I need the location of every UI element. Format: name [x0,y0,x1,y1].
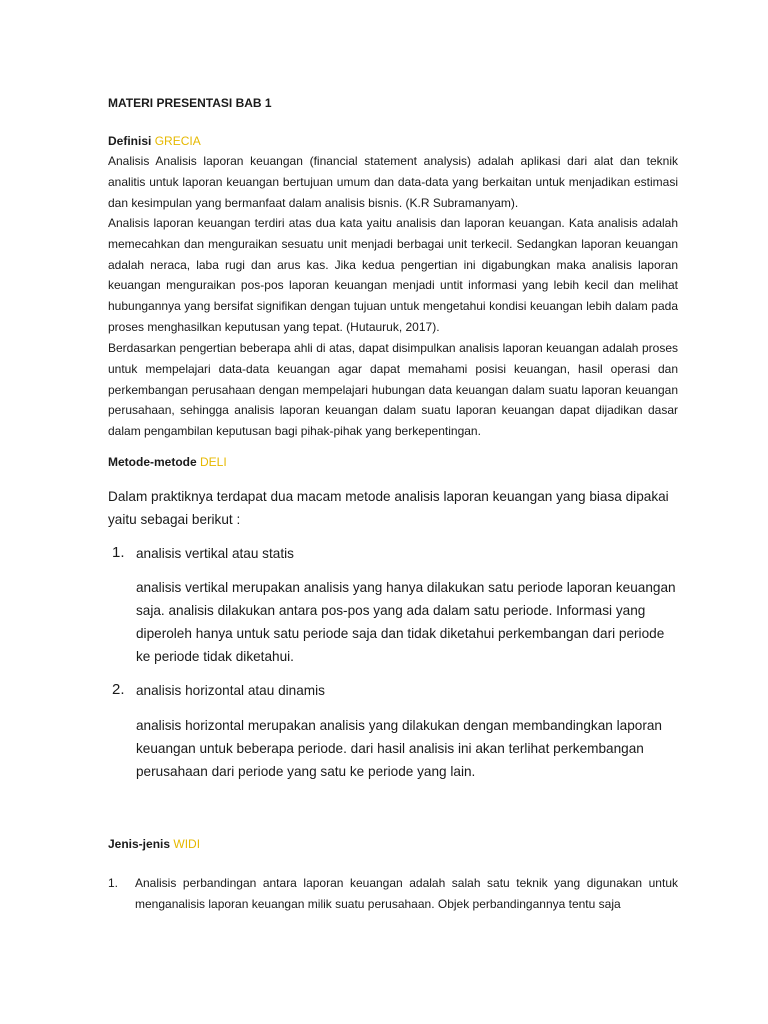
section-heading-definisi [108,131,678,152]
heading-text: Definisi [108,134,152,148]
heading-text: Jenis-jenis [108,837,171,851]
presenter-name: GRECIA [154,134,201,148]
list-item-body: analisis horizontal merupakan analisis yang dilakukan dengan membandingkan laporan keuangan untuk beberapa periode. dari hasil analisis ini akan terlihat perkembangan perusahaan dari periode yang satu ke periode yang lain. [136,718,662,779]
list-item-title: analisis horizontal atau dinamis [136,683,325,698]
list-number: 1. [112,544,125,561]
section-heading-jenis [108,834,678,855]
definisi-paragraph-2: Analisis laporan keuangan terdiri atas dua kata yaitu analisis dan laporan keuangan. Kata analisis adalah memecahkan dan menguraikan sesuatu unit menjadi berbagai unit terkecil. Sedangkan laporan keuangan adalah neraca, laba rugi dan arus kas. Jika kedua pengertian ini digabungkan maka analisis laporan keuangan menguraikan pos-pos laporan keuangan menjadi untit informasi yang lebih kecil dan melihat hubungannya yang bersifat signifikan dengan tujuan untuk mengetahui kondisi keuangan lebih dalam pada proses menghasilkan keputusan yang tepat. (Hutauruk, 2017). [108,216,678,334]
presenter-name: WIDI [173,837,201,851]
jenis-item-body: Analisis perbandingan antara laporan keuangan adalah salah satu teknik yang digunakan untuk menganalisis laporan keuangan milik suatu perusahaan. Objek perbandingannya tentu saja [135,876,678,911]
list-item-title: analisis vertikal atau statis [136,546,294,561]
list-number: 2. [112,681,125,698]
list-item-body: analisis vertikal merupakan analisis yang hanya dilakukan satu periode laporan keuangan saja. analisis dilakukan antara pos-pos yang ada dalam satu periode. Informasi yang diperoleh hanya untuk satu periode saja dan tidak diketahui perkembangan dari periode ke periode tidak diketahui. [136,580,676,664]
definisi-paragraph-3: Berdasarkan pengertian beberapa ahli di atas, dapat disimpulkan analisis laporan keuangan adalah proses untuk mempelajari data-data keuangan agar dapat memahami posisi keuangan, hasil operasi dan perkembangan perusahaan dengan mempelajari hubungan data keuangan dalam suatu laporan keuangan perusahaan, sehingga analisis laporan keuangan dalam suatu laporan keuangan dapat dijadikan dasar dalam pengambilan keputusan bagi pihak-pihak yang berkepentingan. [108,341,678,439]
metode-intro: Dalam praktiknya terdapat dua macam metode analisis laporan keuangan yang biasa dipakai yaitu sebagai berikut : [108,489,669,527]
presenter-name: DELI [200,455,227,469]
document-title: MATERI PRESENTASI BAB 1 [108,96,272,110]
definisi-paragraph-1: Analisis Analisis laporan keuangan (financial statement analysis) adalah aplikasi dari alat dan teknik analitis untuk laporan keuangan bertujuan umum dan data-data yang berkaitan untuk menjadikan estimasi dan kesimpulan yang bermanfaat dalam analisis bisnis. (K.R Subramanyam). [108,154,678,210]
list-number: 1. [108,876,119,890]
heading-text: Metode-metode [108,455,197,469]
section-heading-metode [108,452,678,473]
